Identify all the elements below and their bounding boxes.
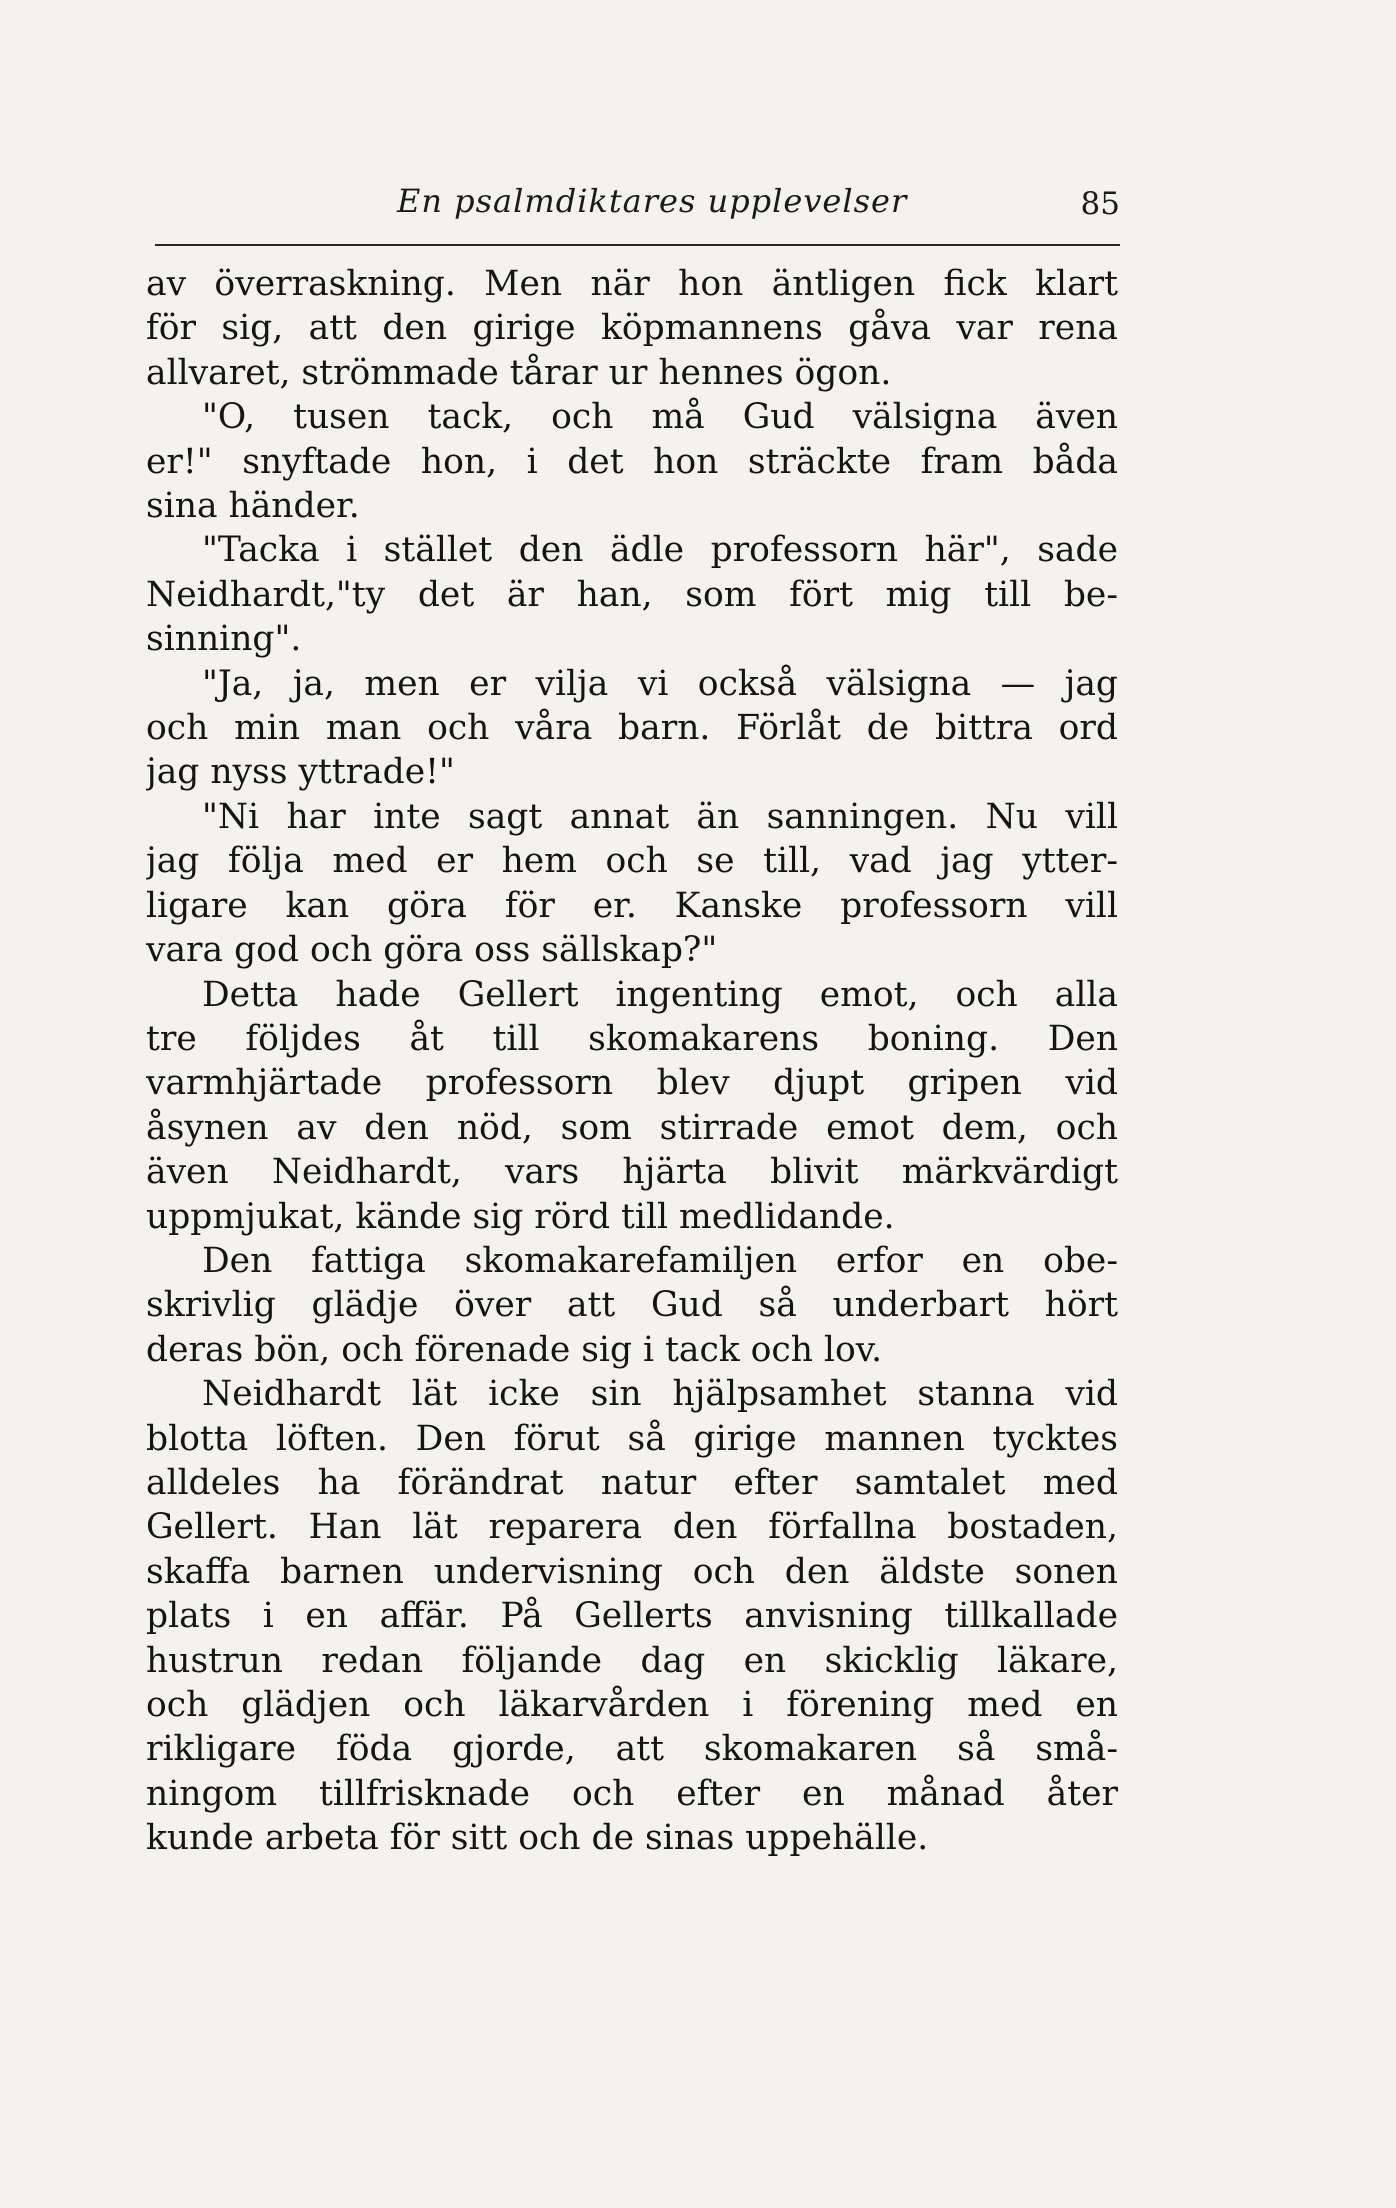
text-line: sinning".: [146, 619, 302, 660]
text-line: allvaret, strömmade tårar ur hennes ögon.: [146, 352, 892, 393]
paragraph-8: [146, 1372, 1118, 1860]
text-line: deras bön, och förenade sig i tack och lov.: [146, 1329, 883, 1370]
text-line: för sig, att den girige köpmannens gåva var rena: [146, 308, 1118, 349]
paragraph-1: [146, 262, 1118, 395]
text-line: sina händer.: [146, 486, 360, 527]
text-line: kunde arbeta för sitt och de sinas uppehälle.: [146, 1818, 929, 1859]
text-line: ligare kan göra för er. Kanske professorn vill: [146, 885, 1118, 926]
text-line: och glädjen och läkarvården i förening med en: [146, 1685, 1118, 1725]
text-line: blotta löften. Den förut så girige mannen tycktes: [146, 1418, 1118, 1459]
paragraph-4: [146, 662, 1118, 795]
text-line: ningom tillfrisknade och efter en månad åter: [146, 1773, 1118, 1814]
text-line: Neidhardt,"ty det är han, som fört mig till be-: [146, 574, 1118, 615]
header-rule: [155, 244, 1120, 246]
paragraph-5: [146, 795, 1118, 973]
text-line: jag nyss yttrade!": [146, 752, 455, 793]
text-line: tre följdes åt till skomakarens boning. Den: [146, 1018, 1118, 1059]
page-header: [155, 182, 1120, 232]
text-line: även Neidhardt, vars hjärta blivit märkvärdigt: [146, 1152, 1118, 1193]
text-line: "Ni har inte sagt annat än sanningen. Nu vill: [202, 796, 1118, 837]
text-line: av överraskning. Men när hon äntligen fick klart: [146, 264, 1118, 304]
paragraph-3: [146, 528, 1118, 661]
text-line: och min man och våra barn. Förlåt de bittra ord: [146, 708, 1118, 749]
body-text: [146, 262, 1118, 1861]
text-line: Den fattiga skomakarefamiljen erfor en obe-: [202, 1240, 1118, 1281]
text-line: hustrun redan följande dag en skicklig läkare,: [146, 1640, 1118, 1681]
text-line: plats i en affär. På Gellerts anvisning tillkallade: [146, 1596, 1118, 1637]
page-number: 85: [1080, 186, 1120, 222]
text-line: åsynen av den nöd, som stirrade emot dem, och: [146, 1107, 1118, 1148]
text-line: vara god och göra oss sällskap?": [146, 930, 718, 971]
text-line: "O, tusen tack, och må Gud välsigna även: [202, 397, 1118, 438]
paragraph-7: [146, 1239, 1118, 1372]
text-line: "Ja, ja, men er vilja vi också välsigna — jag: [202, 663, 1118, 704]
text-line: Gellert. Han lät reparera den förfallna bostaden,: [146, 1507, 1118, 1548]
text-line: "Tacka i stället den ädle professorn här", sade: [202, 530, 1118, 571]
text-line: rikligare föda gjorde, att skomakaren så små-: [146, 1729, 1118, 1770]
text-line: Detta hade Gellert ingenting emot, och alla: [202, 974, 1118, 1015]
text-line: uppmjukat, kände sig rörd till medlidande.: [146, 1196, 895, 1237]
text-line: jag följa med er hem och se till, vad jag ytter-: [146, 841, 1118, 882]
paragraph-2: [146, 395, 1118, 528]
text-line: Neidhardt lät icke sin hjälpsamhet stanna vid: [202, 1374, 1118, 1415]
text-line: skaffa barnen undervisning och den äldste sonen: [146, 1551, 1118, 1592]
paragraph-6: [146, 973, 1118, 1239]
text-line: skrivlig glädje över att Gud så underbart hört: [146, 1285, 1118, 1326]
running-title: En psalmdiktares upplevelser: [397, 182, 908, 220]
text-line: varmhjärtade professorn blev djupt gripen vid: [146, 1063, 1118, 1104]
text-line: alldeles ha förändrat natur efter samtalet med: [146, 1462, 1118, 1503]
text-line: er!" snyftade hon, i det hon sträckte fram båda: [146, 441, 1118, 482]
